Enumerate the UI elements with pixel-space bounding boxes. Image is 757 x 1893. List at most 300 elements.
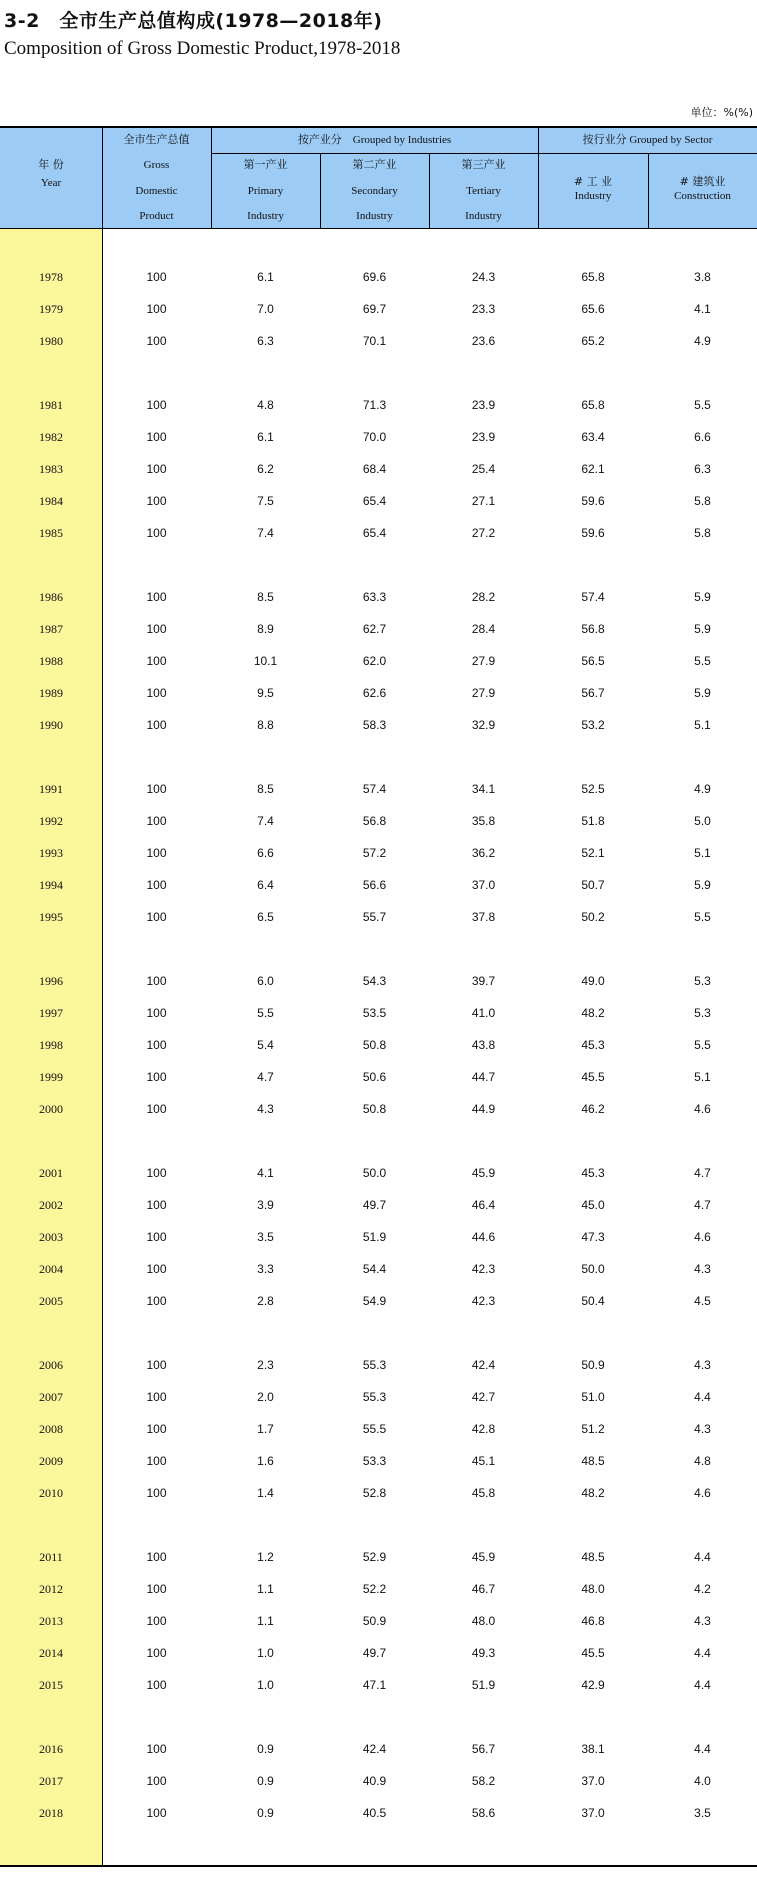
row-year: 2012 xyxy=(39,1582,63,1596)
cell-primary: 6.1 xyxy=(257,430,274,444)
cell-secondary: 40.9 xyxy=(362,1774,387,1788)
cell-gdp: 100 xyxy=(146,1422,167,1436)
row-year: 1999 xyxy=(39,1070,63,1084)
cell-gdp: 100 xyxy=(146,718,167,732)
cell-primary: 1.2 xyxy=(257,1550,274,1564)
cell-secondary: 70.1 xyxy=(362,334,387,348)
cell-industry: 48.2 xyxy=(581,1486,605,1500)
cell-secondary: 49.7 xyxy=(362,1646,387,1660)
cell-secondary: 69.6 xyxy=(362,270,387,284)
header-gdp-cn: 全市生产总值 xyxy=(123,133,190,146)
table-bottom-rule xyxy=(0,1865,757,1867)
row-year: 2009 xyxy=(39,1454,63,1468)
cell-industry: 59.6 xyxy=(581,526,605,540)
cell-industry: 50.2 xyxy=(581,910,605,924)
row-year: 2003 xyxy=(39,1230,63,1244)
row-year: 2016 xyxy=(39,1742,63,1756)
cell-tertiary: 27.9 xyxy=(471,654,496,668)
row-year: 2004 xyxy=(39,1262,63,1276)
cell-secondary: 55.3 xyxy=(362,1390,387,1404)
cell-secondary: 50.8 xyxy=(362,1102,387,1116)
header-construction-cn: # 建筑业 xyxy=(679,175,726,188)
cell-tertiary: 28.2 xyxy=(471,590,496,604)
row-year: 1982 xyxy=(39,430,63,444)
cell-industry: 52.1 xyxy=(581,846,605,860)
unit-label: 单位：%(%) xyxy=(690,106,753,119)
cell-construction: 4.5 xyxy=(694,1294,711,1308)
cell-secondary: 55.5 xyxy=(362,1422,387,1436)
cell-tertiary: 42.4 xyxy=(471,1358,496,1372)
cell-construction: 4.0 xyxy=(694,1774,711,1788)
cell-construction: 5.9 xyxy=(694,686,711,700)
cell-construction: 4.4 xyxy=(694,1390,711,1404)
cell-secondary: 53.3 xyxy=(362,1454,387,1468)
row-year: 1979 xyxy=(39,302,63,316)
row-year: 1985 xyxy=(39,526,63,540)
cell-industry: 38.1 xyxy=(581,1742,605,1756)
cell-gdp: 100 xyxy=(146,1358,167,1372)
cell-secondary: 40.5 xyxy=(362,1806,387,1820)
row-year: 1993 xyxy=(39,846,63,860)
cell-gdp: 100 xyxy=(146,590,167,604)
cell-secondary: 65.4 xyxy=(362,494,387,508)
cell-tertiary: 42.8 xyxy=(471,1422,496,1436)
row-year: 1986 xyxy=(39,590,63,604)
row-year: 1996 xyxy=(39,974,63,988)
cell-tertiary: 58.2 xyxy=(471,1774,496,1788)
cell-primary: 8.5 xyxy=(257,782,274,796)
cell-secondary: 65.4 xyxy=(362,526,387,540)
header-industry-en: Industry xyxy=(574,190,612,202)
cell-construction: 4.4 xyxy=(694,1550,711,1564)
cell-tertiary: 23.3 xyxy=(471,302,496,316)
cell-primary: 7.4 xyxy=(257,814,274,828)
cell-industry: 48.5 xyxy=(581,1454,605,1468)
cell-tertiary: 49.3 xyxy=(471,1646,496,1660)
header-primary-cn: 第一产业 xyxy=(243,158,288,171)
cell-secondary: 54.4 xyxy=(362,1262,387,1276)
cell-primary: 1.0 xyxy=(257,1678,274,1692)
cell-construction: 5.8 xyxy=(694,526,711,540)
header-group-industries xyxy=(211,133,538,147)
cell-industry: 51.2 xyxy=(581,1422,605,1436)
cell-secondary: 51.9 xyxy=(362,1230,387,1244)
cell-construction: 4.9 xyxy=(694,782,711,796)
cell-construction: 5.5 xyxy=(694,654,711,668)
cell-industry: 50.0 xyxy=(581,1262,605,1276)
cell-tertiary: 23.9 xyxy=(471,398,496,412)
cell-tertiary: 27.2 xyxy=(471,526,496,540)
cell-construction: 4.1 xyxy=(694,302,711,316)
cell-construction: 4.3 xyxy=(694,1358,711,1372)
cell-construction: 4.4 xyxy=(694,1678,711,1692)
cell-secondary: 50.6 xyxy=(362,1070,387,1084)
cell-gdp: 100 xyxy=(146,910,167,924)
header-primary-en-2: Industry xyxy=(247,210,284,222)
cell-secondary: 57.4 xyxy=(362,782,387,796)
row-year: 2015 xyxy=(39,1678,63,1692)
cell-industry: 65.6 xyxy=(581,302,605,316)
cell-tertiary: 43.8 xyxy=(471,1038,496,1052)
cell-industry: 59.6 xyxy=(581,494,605,508)
cell-gdp: 100 xyxy=(146,1582,167,1596)
cell-primary: 2.8 xyxy=(257,1294,274,1308)
cell-industry: 45.5 xyxy=(581,1646,605,1660)
cell-gdp: 100 xyxy=(146,878,167,892)
cell-tertiary: 58.6 xyxy=(471,1806,496,1820)
cell-primary: 3.5 xyxy=(257,1230,274,1244)
cell-industry: 50.7 xyxy=(581,878,605,892)
cell-primary: 1.6 xyxy=(257,1454,274,1468)
cell-secondary: 55.3 xyxy=(362,1358,387,1372)
cell-construction: 4.4 xyxy=(694,1646,711,1660)
cell-industry: 48.5 xyxy=(581,1550,605,1564)
cell-gdp: 100 xyxy=(146,814,167,828)
cell-primary: 3.9 xyxy=(257,1198,274,1212)
cell-gdp: 100 xyxy=(146,1102,167,1116)
row-year: 1988 xyxy=(39,654,63,668)
cell-primary: 4.1 xyxy=(257,1166,274,1180)
cell-secondary: 56.8 xyxy=(362,814,387,828)
cell-tertiary: 23.6 xyxy=(471,334,496,348)
cell-construction: 4.6 xyxy=(694,1102,711,1116)
cell-primary: 1.7 xyxy=(257,1422,274,1436)
cell-construction: 5.1 xyxy=(694,1070,711,1084)
cell-construction: 4.6 xyxy=(694,1230,711,1244)
cell-construction: 5.3 xyxy=(694,1006,711,1020)
cell-construction: 4.4 xyxy=(694,1742,711,1756)
cell-primary: 1.4 xyxy=(257,1486,274,1500)
cell-industry: 45.0 xyxy=(581,1198,605,1212)
cell-tertiary: 37.8 xyxy=(471,910,496,924)
cell-construction: 4.2 xyxy=(694,1582,711,1596)
header-group-industries-label: 按产业分 Grouped by Industries xyxy=(297,134,452,146)
cell-construction: 5.1 xyxy=(694,846,711,860)
cell-industry: 52.5 xyxy=(581,782,605,796)
cell-tertiary: 41.0 xyxy=(471,1006,496,1020)
cell-construction: 5.3 xyxy=(694,974,711,988)
cell-tertiary: 46.4 xyxy=(471,1198,496,1212)
cell-primary: 0.9 xyxy=(257,1742,274,1756)
cell-tertiary: 34.1 xyxy=(471,782,496,796)
cell-tertiary: 51.9 xyxy=(471,1678,496,1692)
cell-industry: 56.5 xyxy=(581,654,605,668)
cell-secondary: 62.7 xyxy=(362,622,387,636)
cell-gdp: 100 xyxy=(146,1006,167,1020)
cell-primary: 8.5 xyxy=(257,590,274,604)
header-tertiary xyxy=(429,158,538,223)
cell-tertiary: 28.4 xyxy=(471,622,496,636)
cell-secondary: 53.5 xyxy=(362,1006,387,1020)
cell-secondary: 54.9 xyxy=(362,1294,387,1308)
cell-secondary: 54.3 xyxy=(362,974,387,988)
cell-industry: 46.8 xyxy=(581,1614,605,1628)
cell-industry: 57.4 xyxy=(581,590,605,604)
cell-industry: 49.0 xyxy=(581,974,605,988)
cell-tertiary: 44.9 xyxy=(471,1102,496,1116)
row-year: 2017 xyxy=(39,1774,63,1788)
row-year: 1978 xyxy=(39,270,63,284)
cell-gdp: 100 xyxy=(146,1550,167,1564)
header-secondary-en-2: Industry xyxy=(356,210,393,222)
cell-gdp: 100 xyxy=(146,1742,167,1756)
cell-secondary: 56.6 xyxy=(362,878,387,892)
cell-primary: 10.1 xyxy=(253,654,278,668)
row-year: 2018 xyxy=(39,1806,63,1820)
cell-construction: 4.6 xyxy=(694,1486,711,1500)
header-group-sector-label: 按行业分 Grouped by Sector xyxy=(582,134,713,146)
cell-construction: 5.5 xyxy=(694,398,711,412)
cell-industry: 65.8 xyxy=(581,398,605,412)
header-primary xyxy=(211,158,320,223)
cell-primary: 2.0 xyxy=(257,1390,274,1404)
cell-gdp: 100 xyxy=(146,398,167,412)
header-gdp xyxy=(102,133,211,223)
header-secondary xyxy=(320,158,429,223)
cell-primary: 4.8 xyxy=(257,398,274,412)
cell-tertiary: 45.8 xyxy=(471,1486,496,1500)
cell-tertiary: 23.9 xyxy=(471,430,496,444)
cell-primary: 7.5 xyxy=(257,494,274,508)
cell-construction: 5.1 xyxy=(694,718,711,732)
cell-industry: 48.0 xyxy=(581,1582,605,1596)
cell-gdp: 100 xyxy=(146,1070,167,1084)
cell-industry: 51.0 xyxy=(581,1390,605,1404)
cell-gdp: 100 xyxy=(146,1646,167,1660)
cell-construction: 5.0 xyxy=(694,814,711,828)
cell-industry: 47.3 xyxy=(581,1230,605,1244)
cell-construction: 4.3 xyxy=(694,1422,711,1436)
cell-tertiary: 25.4 xyxy=(471,462,496,476)
cell-construction: 4.3 xyxy=(694,1262,711,1276)
header-year-en: Year xyxy=(40,177,62,189)
cell-industry: 63.4 xyxy=(581,430,605,444)
cell-tertiary: 27.1 xyxy=(471,494,496,508)
row-year: 1997 xyxy=(39,1006,63,1020)
cell-gdp: 100 xyxy=(146,462,167,476)
header-gdp-en-1: Gross xyxy=(143,159,170,172)
cell-primary: 9.5 xyxy=(257,686,274,700)
cell-gdp: 100 xyxy=(146,974,167,988)
cell-tertiary: 36.2 xyxy=(471,846,496,860)
cell-construction: 3.5 xyxy=(694,1806,711,1820)
cell-secondary: 49.7 xyxy=(362,1198,387,1212)
header-gdp-en-2: Domestic xyxy=(135,184,178,197)
cell-construction: 4.9 xyxy=(694,334,711,348)
cell-primary: 6.5 xyxy=(257,910,274,924)
cell-gdp: 100 xyxy=(146,846,167,860)
cell-secondary: 52.8 xyxy=(362,1486,387,1500)
header-group-sector xyxy=(538,133,757,147)
row-year: 1983 xyxy=(39,462,63,476)
cell-secondary: 52.9 xyxy=(362,1550,387,1564)
cell-secondary: 62.6 xyxy=(362,686,387,700)
cell-construction: 5.9 xyxy=(694,878,711,892)
cell-industry: 45.3 xyxy=(581,1038,605,1052)
cell-industry: 65.8 xyxy=(581,270,605,284)
page-title-cn: 3-2 全市生产总值构成(1978—2018年) xyxy=(4,10,383,32)
header-divider xyxy=(211,153,757,154)
cell-industry: 42.9 xyxy=(581,1678,605,1692)
cell-secondary: 57.2 xyxy=(362,846,387,860)
cell-secondary: 70.0 xyxy=(362,430,387,444)
row-year: 1995 xyxy=(39,910,63,924)
cell-primary: 0.9 xyxy=(257,1806,274,1820)
header-tertiary-cn: 第三产业 xyxy=(461,158,506,171)
cell-industry: 53.2 xyxy=(581,718,605,732)
cell-gdp: 100 xyxy=(146,526,167,540)
row-year: 2014 xyxy=(39,1646,63,1660)
cell-secondary: 68.4 xyxy=(362,462,387,476)
cell-construction: 5.5 xyxy=(694,910,711,924)
cell-secondary: 62.0 xyxy=(362,654,387,668)
cell-tertiary: 24.3 xyxy=(471,270,496,284)
cell-industry: 65.2 xyxy=(581,334,605,348)
cell-primary: 5.5 xyxy=(257,1006,274,1020)
row-year: 2006 xyxy=(39,1358,63,1372)
cell-gdp: 100 xyxy=(146,270,167,284)
cell-secondary: 58.3 xyxy=(362,718,387,732)
cell-gdp: 100 xyxy=(146,334,167,348)
cell-construction: 4.7 xyxy=(694,1198,711,1212)
year-column-divider xyxy=(102,128,103,1865)
row-year: 1989 xyxy=(39,686,63,700)
cell-gdp: 100 xyxy=(146,654,167,668)
header-year-cn: 年 份 xyxy=(38,158,64,171)
cell-construction: 5.9 xyxy=(694,590,711,604)
row-year: 2008 xyxy=(39,1422,63,1436)
cell-industry: 48.2 xyxy=(581,1006,605,1020)
row-year: 1992 xyxy=(39,814,63,828)
cell-tertiary: 45.1 xyxy=(471,1454,496,1468)
cell-primary: 3.3 xyxy=(257,1262,274,1276)
cell-primary: 2.3 xyxy=(257,1358,274,1372)
table-top-rule xyxy=(0,126,757,128)
cell-gdp: 100 xyxy=(146,1678,167,1692)
row-year: 1981 xyxy=(39,398,63,412)
cell-gdp: 100 xyxy=(146,1166,167,1180)
cell-tertiary: 27.9 xyxy=(471,686,496,700)
cell-primary: 6.3 xyxy=(257,334,274,348)
cell-construction: 3.8 xyxy=(694,270,711,284)
cell-gdp: 100 xyxy=(146,430,167,444)
cell-industry: 50.9 xyxy=(581,1358,605,1372)
cell-primary: 4.7 xyxy=(257,1070,274,1084)
cell-gdp: 100 xyxy=(146,1198,167,1212)
cell-gdp: 100 xyxy=(146,622,167,636)
header-tertiary-en-2: Industry xyxy=(465,210,502,222)
header-primary-en-1: Primary xyxy=(247,184,284,197)
row-year: 2005 xyxy=(39,1294,63,1308)
header-construction xyxy=(648,175,757,203)
cell-industry: 37.0 xyxy=(581,1774,605,1788)
cell-gdp: 100 xyxy=(146,1294,167,1308)
cell-construction: 4.8 xyxy=(694,1454,711,1468)
cell-primary: 7.4 xyxy=(257,526,274,540)
cell-primary: 5.4 xyxy=(257,1038,274,1052)
cell-primary: 1.1 xyxy=(257,1614,274,1628)
cell-gdp: 100 xyxy=(146,1486,167,1500)
cell-secondary: 52.2 xyxy=(362,1582,387,1596)
cell-primary: 7.0 xyxy=(257,302,274,316)
cell-primary: 6.6 xyxy=(257,846,274,860)
cell-secondary: 47.1 xyxy=(362,1678,387,1692)
header-industry xyxy=(538,175,648,203)
row-year: 2010 xyxy=(39,1486,63,1500)
cell-gdp: 100 xyxy=(146,494,167,508)
header-gdp-en-3: Product xyxy=(139,209,174,222)
cell-tertiary: 44.6 xyxy=(471,1230,496,1244)
header-secondary-cn: 第二产业 xyxy=(352,158,397,171)
cell-gdp: 100 xyxy=(146,686,167,700)
cell-gdp: 100 xyxy=(146,1806,167,1820)
cell-primary: 8.8 xyxy=(257,718,274,732)
row-year: 2013 xyxy=(39,1614,63,1628)
cell-tertiary: 39.7 xyxy=(471,974,496,988)
cell-industry: 56.8 xyxy=(581,622,605,636)
cell-primary: 1.0 xyxy=(257,1646,274,1660)
cell-secondary: 42.4 xyxy=(362,1742,387,1756)
cell-primary: 8.9 xyxy=(257,622,274,636)
cell-construction: 6.3 xyxy=(694,462,711,476)
cell-secondary: 50.9 xyxy=(362,1614,387,1628)
cell-primary: 6.2 xyxy=(257,462,274,476)
cell-primary: 4.3 xyxy=(257,1102,274,1116)
cell-secondary: 50.0 xyxy=(362,1166,387,1180)
cell-primary: 6.1 xyxy=(257,270,274,284)
cell-gdp: 100 xyxy=(146,1038,167,1052)
cell-secondary: 50.8 xyxy=(362,1038,387,1052)
header-industry-cn: # 工 业 xyxy=(573,175,613,188)
cell-industry: 45.5 xyxy=(581,1070,605,1084)
cell-construction: 5.9 xyxy=(694,622,711,636)
cell-industry: 62.1 xyxy=(581,462,605,476)
header-construction-en: Construction xyxy=(674,190,731,202)
cell-tertiary: 32.9 xyxy=(471,718,496,732)
cell-secondary: 55.7 xyxy=(362,910,387,924)
cell-gdp: 100 xyxy=(146,782,167,796)
row-year: 2007 xyxy=(39,1390,63,1404)
cell-tertiary: 46.7 xyxy=(471,1582,496,1596)
cell-primary: 1.1 xyxy=(257,1582,274,1596)
row-year: 1984 xyxy=(39,494,63,508)
row-year: 2001 xyxy=(39,1166,63,1180)
cell-construction: 5.8 xyxy=(694,494,711,508)
cell-tertiary: 42.3 xyxy=(471,1262,496,1276)
cell-gdp: 100 xyxy=(146,1774,167,1788)
cell-tertiary: 42.3 xyxy=(471,1294,496,1308)
cell-construction: 6.6 xyxy=(694,430,711,444)
header-year xyxy=(0,158,102,190)
row-year: 1987 xyxy=(39,622,63,636)
header-bottom-rule xyxy=(0,228,757,229)
cell-tertiary: 45.9 xyxy=(471,1166,496,1180)
row-year: 2011 xyxy=(39,1550,63,1564)
row-year: 2000 xyxy=(39,1102,63,1116)
cell-tertiary: 48.0 xyxy=(471,1614,496,1628)
header-tertiary-en-1: Tertiary xyxy=(466,184,501,197)
row-year: 1991 xyxy=(39,782,63,796)
cell-secondary: 63.3 xyxy=(362,590,387,604)
cell-gdp: 100 xyxy=(146,1614,167,1628)
row-year: 1998 xyxy=(39,1038,63,1052)
cell-tertiary: 35.8 xyxy=(471,814,496,828)
cell-industry: 50.4 xyxy=(581,1294,605,1308)
row-year: 1990 xyxy=(39,718,63,732)
cell-tertiary: 37.0 xyxy=(471,878,496,892)
cell-gdp: 100 xyxy=(146,1454,167,1468)
cell-primary: 6.4 xyxy=(257,878,274,892)
